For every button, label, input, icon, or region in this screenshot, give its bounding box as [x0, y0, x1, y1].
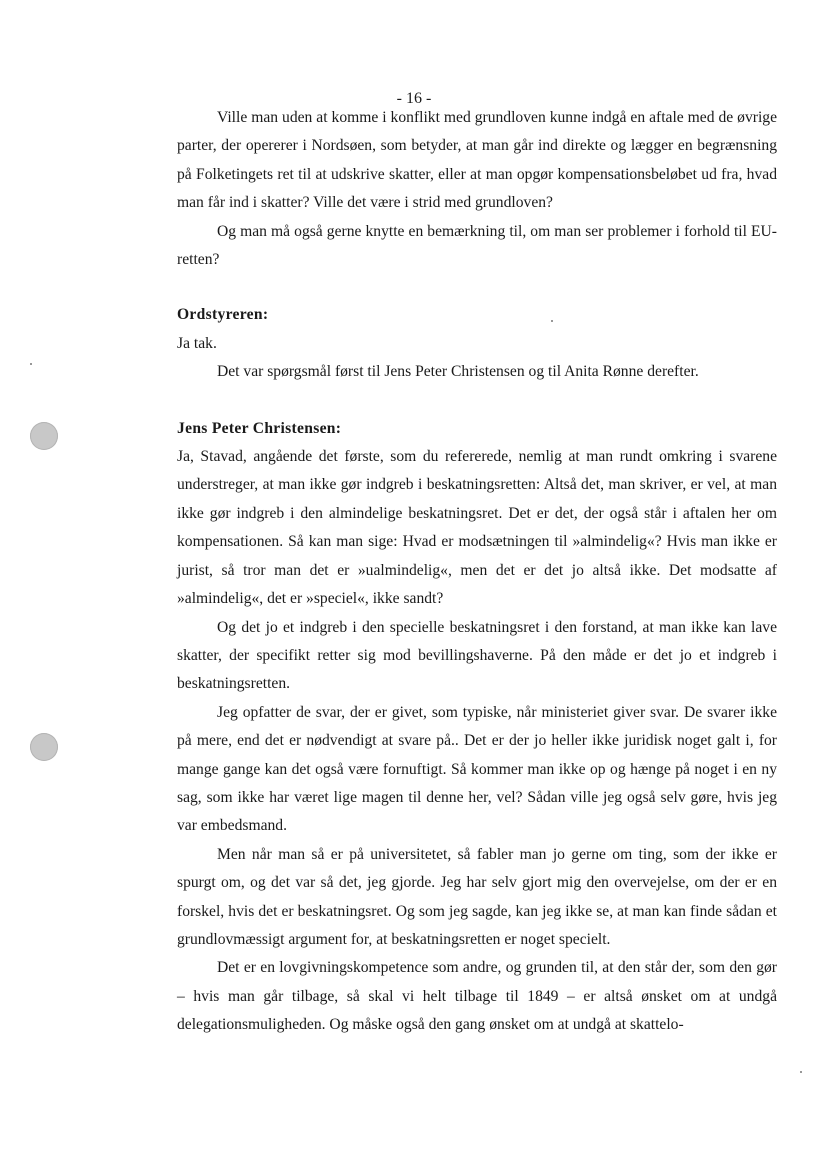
spacer: [177, 274, 777, 301]
scan-speck: [30, 363, 32, 365]
paragraph: Og det jo et indgreb i den specielle beskatningsret i den forstand, at man ikke kan lave skatter, der specifikt retter sig mod bevillingshaverne. På den måde er det jo et indgreb i beskatningsretten.: [177, 618, 777, 693]
scan-speck: [800, 1071, 802, 1073]
document-body: [177, 104, 777, 1040]
punch-hole-top: [30, 422, 58, 450]
paragraph: Ville man uden at komme i konflikt med grundloven kunne indgå en aftale med de øvrige parter, der opererer i Nordsøen, som betyder, at man går ind direkte og lægger en begrænsning på Folketingets ret til at udskrive skatter, eller at man opgør kompensationsbeløbet ud fra, hvad man får ind i skatter? Ville det være i strid med grundloven?: [177, 109, 777, 212]
paragraph: Men når man så er på universitetet, så fabler man jo gerne om ting, som der ikke er spurgt om, og det var så det, jeg gjorde. Jeg har selv gjort mig den overvejelse, om der er en forskel, hvis det er beskatningsret. Og som jeg sagde, kan jeg ikke se, at man kan finde sådan et grundlovmæssigt argument for, at beskatningsretten er noget specielt.: [177, 845, 777, 948]
punch-hole-bottom: [30, 733, 58, 761]
paragraph: Ja tak.: [177, 334, 217, 352]
page-number: - 16 -: [396, 90, 432, 107]
paragraph: Og man må også gerne knytte en bemærkning til, om man ser problemer i forhold til EU-retten?: [177, 222, 777, 269]
speaker-heading: Ordstyreren:: [177, 306, 269, 324]
spacer: [177, 387, 777, 415]
paragraph: Det var spørgsmål først til Jens Peter Christensen og til Anita Rønne derefter.: [217, 363, 699, 381]
paragraph: Jeg opfatter de svar, der er givet, som typiske, når ministeriet giver svar. De svarer ikke på mere, end det er nødvendigt at svare på.. Det er der jo heller ikke juridisk noget galt i, for mange gange kan det også være fornuftigt. Så kommer man ikke op og hænge på noget i en ny sag, som ikke har været lige magen til denne her, vel? Sådan ville jeg også selv gøre, hvis jeg var embedsmand.: [177, 703, 777, 835]
paragraph: Ja, Stavad, angående det første, som du refererede, nemlig at man rundt omkring i svarene understreger, at man ikke gør indgreb i beskatningsretten: Altså det, man skriver, er vel, at man ikke gør indgreb i den almindelige beskatningsret. Det er det, der også står i aftalen her om kompensationen. Så kan man sige: Hvad er modsætningen til »almindelig«? Hvis man ikke er jurist, så tror man det er »ualmindelig«, men det er det jo altså ikke. Det modsatte af »almindelig«, det er »speciel«, ikke sandt?: [177, 448, 777, 608]
paragraph: Det er en lovgivningskompetence som andre, og grunden til, at den står der, som den gør – hvis man går tilbage, så skal vi helt tilbage til 1849 – er altså ønsket om at undgå delegationsmuligheden. Og måske også den gang ønsket om at undgå at skattelo-: [177, 959, 777, 1034]
speaker-heading: Jens Peter Christensen:: [177, 419, 342, 437]
